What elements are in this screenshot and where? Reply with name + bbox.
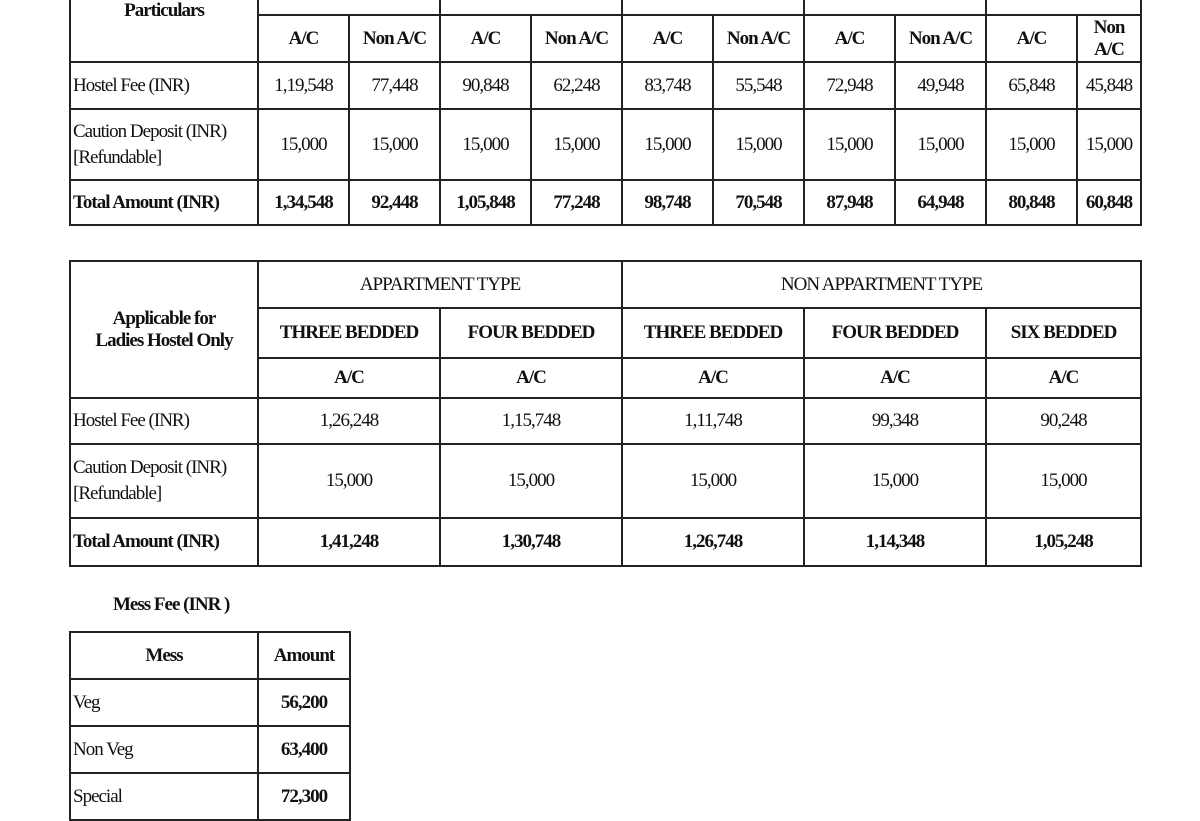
- mess-type: Veg: [70, 679, 258, 726]
- total-row: [70, 180, 1141, 225]
- apartment-type-header: APPARTMENT TYPE: [258, 261, 622, 308]
- mess-header-row: [70, 632, 350, 679]
- table-cell: 1,15,748: [440, 398, 622, 444]
- hostel-fee-table-ladies: [69, 260, 1142, 567]
- table-cell: 1,26,248: [258, 398, 440, 444]
- non-ac-header: Non A/C: [1077, 15, 1141, 62]
- mess-row: [70, 773, 350, 820]
- table-cell: 15,000: [440, 109, 531, 180]
- total-cell: 1,41,248: [258, 518, 440, 566]
- row-label: [70, 444, 258, 518]
- mess-fee-table: [69, 631, 351, 821]
- applicable-line: Ladies Hostel Only: [95, 329, 233, 351]
- room-group-header: [622, 0, 804, 15]
- table-cell: 49,948: [895, 62, 986, 109]
- total-cell: 87,948: [804, 180, 895, 225]
- mess-row: [70, 679, 350, 726]
- applicable-line: Applicable for: [112, 307, 216, 329]
- table-cell: 1,11,748: [622, 398, 804, 444]
- total-cell: 1,26,748: [622, 518, 804, 566]
- total-cell: 64,948: [895, 180, 986, 225]
- table-cell: 1,19,548: [258, 62, 349, 109]
- non-ac-header: Non A/C: [531, 15, 622, 62]
- total-cell: 80,848: [986, 180, 1077, 225]
- non-ac-header: Non A/C: [349, 15, 440, 62]
- ac-header: A/C: [440, 15, 531, 62]
- ac-header: A/C: [258, 15, 349, 62]
- ac-header: A/C: [622, 15, 713, 62]
- table-cell: 15,000: [895, 109, 986, 180]
- mess-type: Special: [70, 773, 258, 820]
- total-cell: 70,548: [713, 180, 804, 225]
- mess-amount: 56,200: [258, 679, 350, 726]
- mess-header: Mess: [70, 632, 258, 679]
- ac-header: A/C: [258, 358, 440, 398]
- row-label: Hostel Fee (INR): [70, 398, 258, 444]
- ac-header: A/C: [804, 15, 895, 62]
- header-row-top: [70, 0, 1141, 15]
- room-type-header: THREE BEDDED: [258, 308, 440, 358]
- table-cell: 15,000: [804, 444, 986, 518]
- table-row: [70, 444, 1141, 518]
- table-row: [70, 62, 1141, 109]
- table-cell: 77,448: [349, 62, 440, 109]
- ac-header: A/C: [986, 358, 1141, 398]
- mess-amount: 63,400: [258, 726, 350, 773]
- row-label-line: [Refundable]: [73, 483, 162, 504]
- mess-type: Non Veg: [70, 726, 258, 773]
- ac-header: A/C: [804, 358, 986, 398]
- table-cell: 15,000: [349, 109, 440, 180]
- ac-header: A/C: [986, 15, 1077, 62]
- total-cell: 98,748: [622, 180, 713, 225]
- room-type-header: THREE BEDDED: [622, 308, 804, 358]
- total-cell: 1,30,748: [440, 518, 622, 566]
- room-group-header: [258, 0, 440, 15]
- room-type-header: FOUR BEDDED: [804, 308, 986, 358]
- row-label: Total Amount (INR): [70, 518, 258, 566]
- non-apartment-type-header: NON APPARTMENT TYPE: [622, 261, 1141, 308]
- table-cell: 15,000: [531, 109, 622, 180]
- total-row: [70, 518, 1141, 566]
- total-cell: 1,05,248: [986, 518, 1141, 566]
- hostel-fee-table-general: [69, 0, 1142, 226]
- table-cell: 65,848: [986, 62, 1077, 109]
- table-cell: 55,548: [713, 62, 804, 109]
- row-label: Hostel Fee (INR): [70, 62, 258, 109]
- table-cell: 90,848: [440, 62, 531, 109]
- row-label-line: Caution Deposit (INR): [73, 457, 227, 478]
- group-header-row: [70, 261, 1141, 308]
- mess-fee-caption: Mess Fee (INR ): [113, 594, 230, 615]
- non-ac-header: Non A/C: [895, 15, 986, 62]
- particulars-header: Particulars: [70, 0, 258, 62]
- table-cell: 83,748: [622, 62, 713, 109]
- table-cell: 99,348: [804, 398, 986, 444]
- room-group-header: [986, 0, 1141, 15]
- table-cell: 15,000: [986, 109, 1077, 180]
- total-cell: 92,448: [349, 180, 440, 225]
- total-cell: 1,05,848: [440, 180, 531, 225]
- row-label-line: Caution Deposit (INR): [73, 120, 227, 142]
- table-cell: 15,000: [1077, 109, 1141, 180]
- row-label-line: [Refundable]: [73, 146, 162, 168]
- room-group-header: [804, 0, 986, 15]
- total-cell: 1,34,548: [258, 180, 349, 225]
- mess-amount: 72,300: [258, 773, 350, 820]
- non-ac-header: Non A/C: [713, 15, 804, 62]
- table-cell: 62,248: [531, 62, 622, 109]
- table-cell: 15,000: [986, 444, 1141, 518]
- mess-row: [70, 726, 350, 773]
- row-label: Total Amount (INR): [70, 180, 258, 225]
- amount-header: Amount: [258, 632, 350, 679]
- table-cell: 45,848: [1077, 62, 1141, 109]
- table-cell: 15,000: [258, 444, 440, 518]
- table-row: [70, 398, 1141, 444]
- total-cell: 77,248: [531, 180, 622, 225]
- ac-header: A/C: [440, 358, 622, 398]
- table-cell: 90,248: [986, 398, 1141, 444]
- total-cell: 1,14,348: [804, 518, 986, 566]
- table-cell: 15,000: [804, 109, 895, 180]
- table-cell: 72,948: [804, 62, 895, 109]
- total-cell: 60,848: [1077, 180, 1141, 225]
- room-type-header: SIX BEDDED: [986, 308, 1141, 358]
- table-row: [70, 109, 1141, 180]
- table-cell: 15,000: [440, 444, 622, 518]
- room-group-header: [440, 0, 622, 15]
- table-cell: 15,000: [713, 109, 804, 180]
- applicable-header: [70, 261, 258, 398]
- table-cell: 15,000: [258, 109, 349, 180]
- room-type-header: FOUR BEDDED: [440, 308, 622, 358]
- row-label: [70, 109, 258, 180]
- table-cell: 15,000: [622, 109, 713, 180]
- ac-header: A/C: [622, 358, 804, 398]
- table-cell: 15,000: [622, 444, 804, 518]
